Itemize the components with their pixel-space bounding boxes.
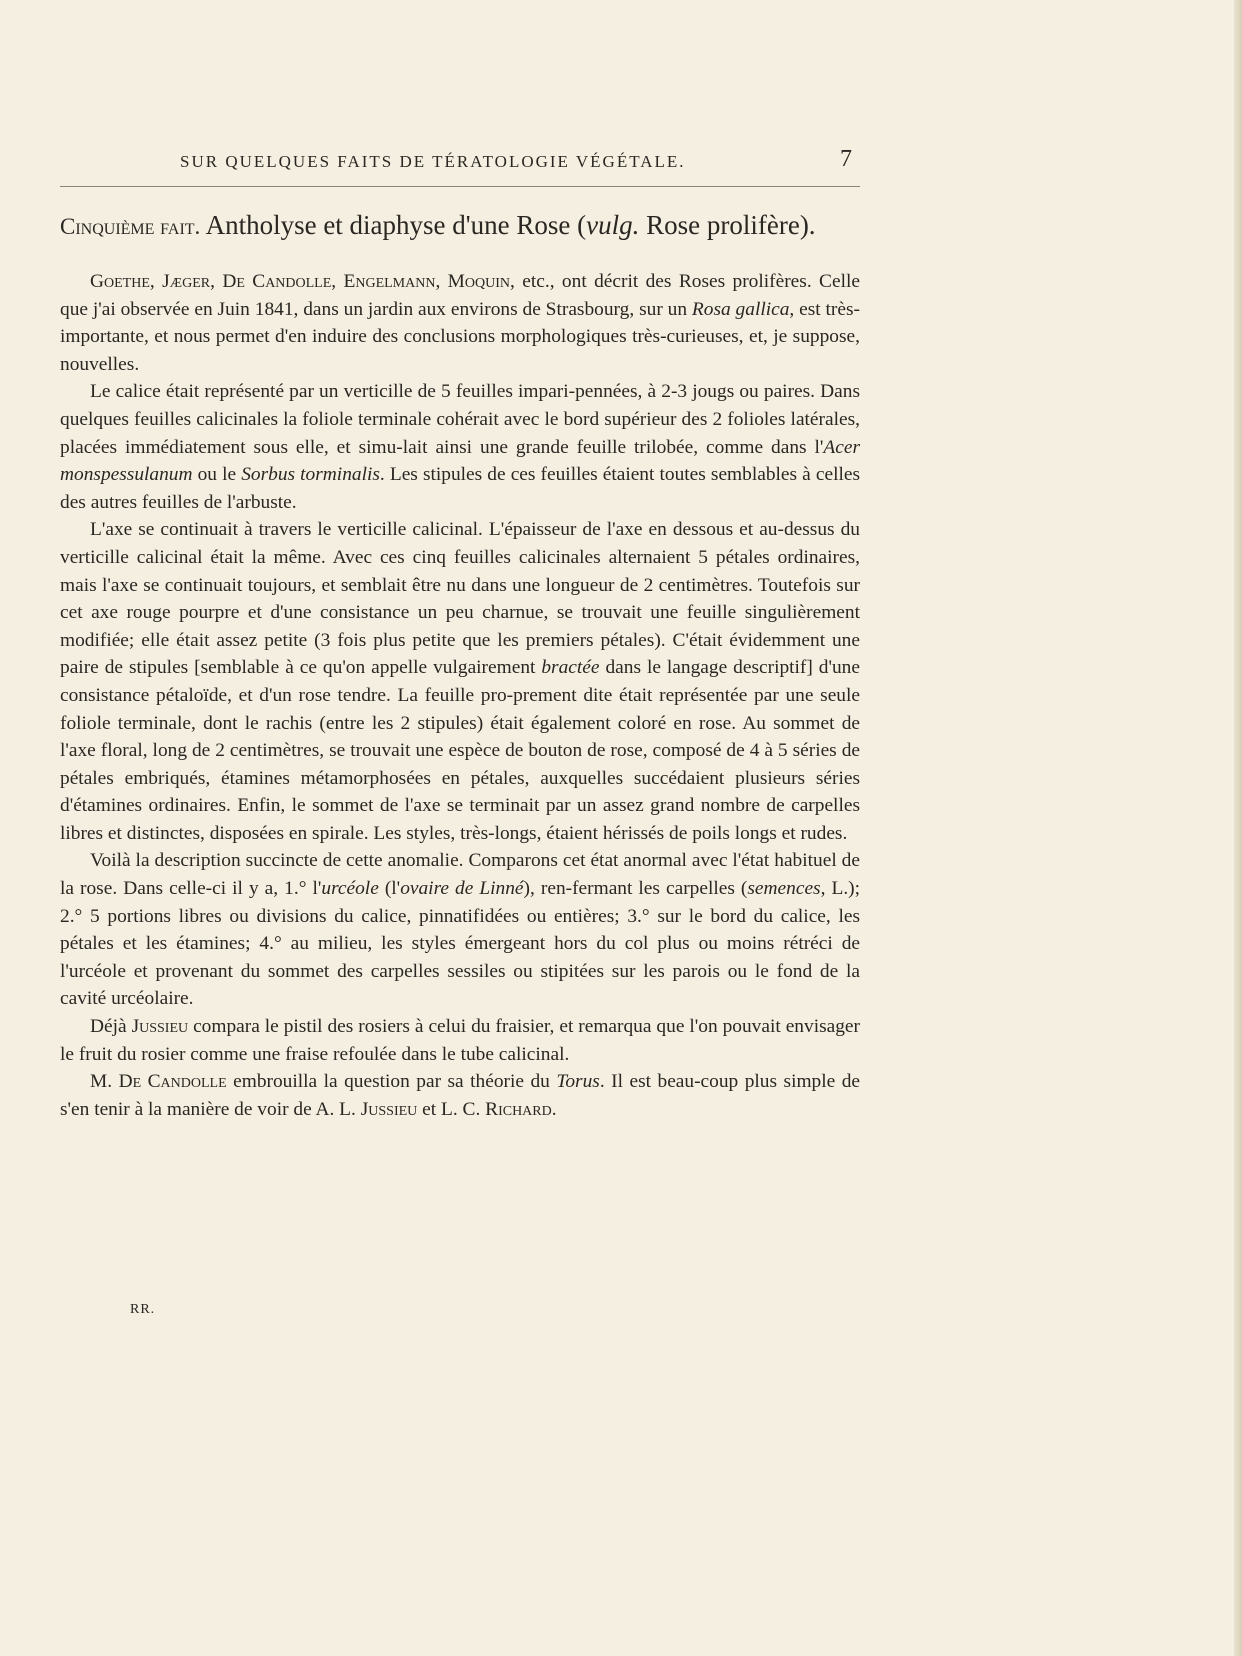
page-edge [1234, 0, 1242, 1656]
italic-term: urcéole [321, 878, 379, 900]
paragraph-2 [60, 378, 860, 516]
text-run: dans le langage descriptif] d'une consistance pétaloïde, et d'un rose tendre. La feuille pro-prement dite était représentée par une seule foliole terminale, dont le rachis (entre les 2 stipules) était également coloré en rose. Au sommet de l'axe floral, long de 2 centimètres, se trouvait une espèce de bouton de rose, composé de 4 à 5 séries de pétales embriqués, étamines métamorphosées en pétales, auxquelles succédaient plusieurs séries d'étamines ordinaires. Enfin, le sommet de l'axe se terminait par un assez grand nombre de carpelles libres et distinctes, disposées en spirale. Les styles, très-longs, étaient hérissés de poils longs et rudes. [60, 657, 860, 844]
text-run: M. [90, 1071, 119, 1093]
header-rule [60, 186, 860, 187]
text-run: et L. C. [417, 1098, 486, 1120]
text-run: , etc., ont décrit des Roses prolifères. Celle que j'ai observée en Juin 1841, dans un jardin aux environs de Strasbourg, sur un [60, 271, 860, 320]
text-run: . Les stipules de ces feuilles étaient toutes semblables à celles des autres feuilles de l'arbuste. [60, 464, 861, 513]
text-run: L'axe se continuait à travers le verticille calicinal. L'épaisseur de l'axe en dessous et au-dessus du verticille calicinal était la même. Avec ces cinq feuilles calicinales alternaient 5 pétales ordinaires, mais l'axe se continuait toujours, et semblait être nu dans une longueur de 2 centimètres. Toutefois sur cet axe rouge pourpre et d'une consistance un peu charnue, se trouvait une feuille singulièrement modifiée; elle était assez petite (3 fois plus petite que les premiers pétales). C'était évidemment une paire de stipules [semblable à ce qu'on appelle vulgairement [60, 519, 860, 679]
italic-term: ovaire de Linné [400, 878, 524, 900]
italic-term: bractée [541, 657, 600, 679]
body-text [60, 268, 860, 1123]
text-run: . Il est beau-coup plus simple de s'en tenir à la manière de voir de A. L. [60, 1071, 861, 1120]
text-run: , L.); 2.° 5 portions libres ou divisions du calice, pinnatifidées ou entières; 3.° sur le bord du calice, les pétales et les étamines; 4.° au milieu, les styles émergeant hors du col plus ou moins rétréci de l'urcéole et provenant du sommet des carpelles sessiles ou stipitées sur les parois ou le fond de la cavité urcéolaire. [60, 878, 861, 1010]
running-head [180, 146, 860, 172]
catchword: RR. [130, 1302, 156, 1317]
author-name: Jussieu [360, 1098, 418, 1120]
author-name: De Candolle [118, 1071, 227, 1093]
section-title-italic: vulg. [586, 210, 640, 240]
author-name: Richard [485, 1098, 552, 1120]
text-run: Déjà [90, 1016, 132, 1038]
running-title: SUR QUELQUES FAITS DE TÉRATOLOGIE VÉGÉTALE. [180, 152, 686, 171]
text-run: compara le pistil des rosiers à celui du fraisier, et remarqua que l'on pouvait envisager le fruit du rosier comme une fraise refoulée dans le tube calicinal. [60, 1016, 860, 1065]
section-title [60, 210, 870, 241]
paragraph-6 [60, 1068, 860, 1123]
paragraph-1 [60, 268, 860, 378]
text-run: Le calice était représenté par un verticille de 5 feuilles impari-pennées, à 2-3 jougs ou paires. Dans quelques feuilles calicinales la foliole terminale cohérait avec le bord supérieur des 2 folioles latérales, placées immédiatement sous elle, et simu-lait ainsi une grande feuille trilobée, comme dans l' [60, 381, 860, 458]
author-names: Goethe, Jæger, De Candolle, Engelmann, Moquin [90, 271, 511, 292]
paragraph-5 [60, 1013, 860, 1068]
text-run: Voilà la description succincte de cette anomalie. Comparons cet état anormal avec l'état habituel de la rose. Dans celle-ci il y a, 1.° l' [60, 850, 860, 900]
paragraph-3 [60, 516, 860, 847]
text-run: ou le [192, 464, 242, 486]
text-run: , est très-importante, et nous permet d'en induire des conclusions morphologiques très-curieuses, et, je suppose, nouvelles. [60, 298, 860, 375]
species-name: Rosa gallica [691, 298, 790, 320]
text-run: . [551, 1098, 557, 1120]
text-run: ), ren-fermant les carpelles ( [523, 878, 748, 900]
text-run: (l' [378, 878, 401, 900]
section-label: Cinquième fait. [60, 214, 201, 239]
italic-term: semences [747, 878, 821, 900]
section-title-text: Antholyse et diaphyse d'une Rose ( [205, 210, 587, 240]
species-name: Sorbus torminalis [241, 464, 380, 486]
section-title-end: Rose prolifère). [639, 210, 816, 240]
italic-term: Torus [556, 1071, 600, 1093]
page-number: 7 [840, 146, 852, 172]
text-run: embrouilla la question par sa théorie du [226, 1071, 557, 1093]
species-name: Acer monspessulanum [60, 436, 860, 486]
paragraph-4 [60, 847, 860, 1013]
author-name: Jussieu [131, 1016, 189, 1038]
